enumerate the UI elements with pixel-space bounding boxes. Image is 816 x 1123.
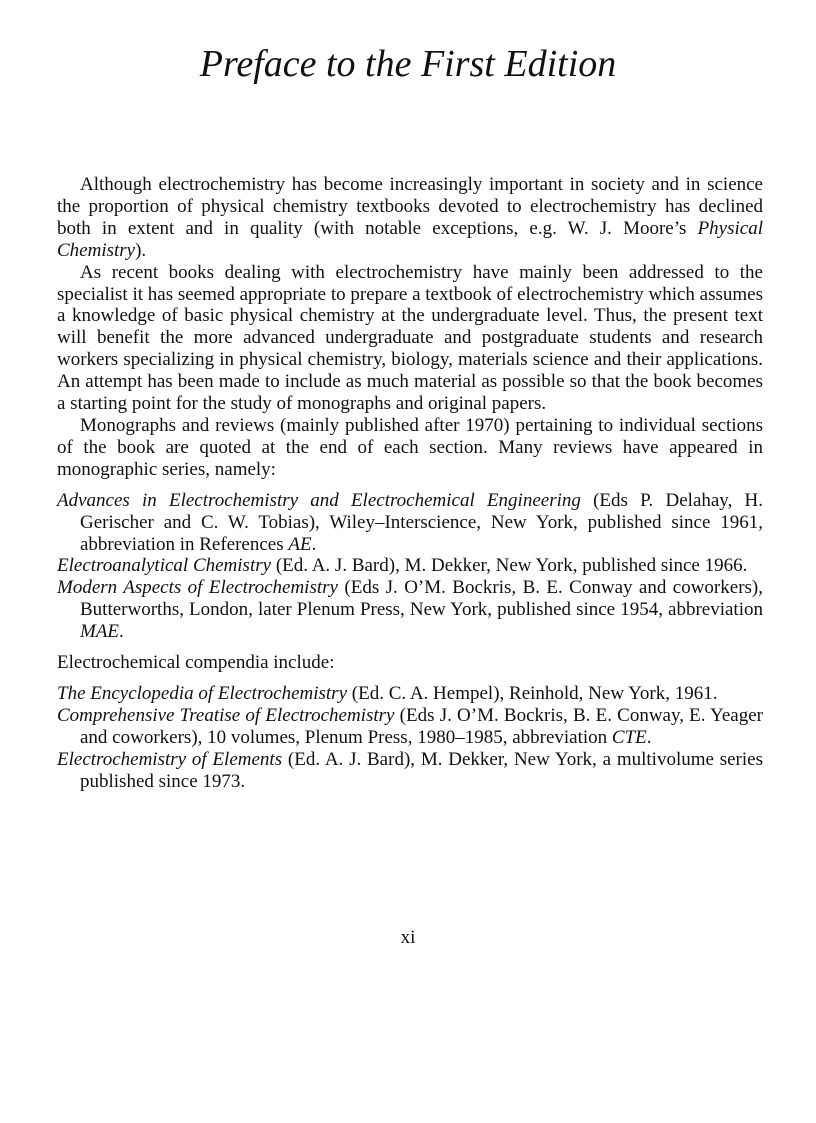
reference-title: Advances in Electrochemistry and Electrochemical Engineering bbox=[57, 489, 581, 511]
paragraph: As recent books dealing with electrochemistry have mainly been addressed to the specialist it has seemed appropriate to prepare a textbook of electrochemistry which assumes a knowledge of basic physical chemistry at the undergraduate level. Thus, the present text will benefit the more advanced undergraduate and postgraduate students and research workers specializing in physical chemistry, biology, materials science and their applications. An attempt has been made to include as much material as possible so that the book becomes a starting point for the study of monographs and original papers. bbox=[57, 261, 763, 415]
reference-title: Modern Aspects of Electrochemistry bbox=[57, 577, 338, 599]
reference-text: . bbox=[311, 533, 317, 555]
book-title: Physical Chemistry bbox=[57, 217, 763, 261]
reference-text: (Ed. A. J. Bard), M. Dekker, New York, published since 1966. bbox=[271, 555, 748, 577]
reference-text: (Ed. C. A. Hempel), Reinhold, New York, 1961. bbox=[347, 682, 718, 704]
reference-title: The Encyclopedia of Electrochemistry bbox=[57, 682, 348, 704]
reference-entry bbox=[57, 705, 763, 749]
paragraph bbox=[57, 174, 763, 262]
reference-title: Electroanalytical Chemistry bbox=[57, 555, 272, 577]
reference-entry bbox=[57, 490, 763, 556]
reference-text: (Eds J. O’M. Bockris, B. E. Conway and coworkers), Butterworths, London, later Plenum Press, New York, published since 1954, abbreviation bbox=[80, 577, 763, 621]
reference-text: (Ed. A. J. Bard), M. Dekker, New York, a multivolume series published since 1973. bbox=[80, 748, 763, 792]
reference-text: . bbox=[119, 621, 124, 643]
paragraph-text: ). bbox=[135, 239, 147, 261]
reference-text: (Eds J. O’M. Bockris, B. E. Conway, E. Yeager and coworkers), 10 volumes, Plenum Press, 1980–1985, abbreviation bbox=[80, 704, 763, 748]
paragraph-text: Although electrochemistry has become increasingly important in society and in science the proportion of physical chemistry textbooks devoted to electrochemistry has declined both in extent and in quality (with notable exceptions, e.g. W. J. Moore’s bbox=[57, 174, 763, 239]
series-list bbox=[57, 490, 763, 643]
reference-text: . bbox=[646, 726, 652, 748]
reference-abbreviation: AE bbox=[288, 533, 312, 555]
compendia-list bbox=[57, 683, 763, 793]
reference-entry bbox=[57, 577, 763, 643]
page-title: Preface to the First Edition bbox=[199, 43, 617, 85]
paragraph: Monographs and reviews (mainly published after 1970) pertaining to individual sections of the book are quoted at the end of each section. Many reviews have appeared in monographic series, namely: bbox=[57, 414, 763, 480]
preface-body bbox=[57, 174, 763, 792]
reference-entry bbox=[57, 683, 763, 705]
compendia-intro: Electrochemical compendia include: bbox=[57, 652, 335, 674]
reference-title: Comprehensive Treatise of Electrochemistry bbox=[57, 704, 395, 726]
page-number: xi bbox=[400, 927, 416, 948]
reference-text: (Eds P. Delahay, H. Gerischer and C. W. Tobias), Wiley–Interscience, New York, published since 1961, abbreviation in References bbox=[80, 489, 763, 555]
reference-entry bbox=[57, 749, 763, 793]
reference-title: Electrochemistry of Elements bbox=[57, 748, 283, 770]
reference-abbreviation: MAE bbox=[80, 621, 120, 643]
reference-abbreviation: CTE bbox=[611, 726, 647, 748]
reference-entry bbox=[57, 555, 763, 577]
